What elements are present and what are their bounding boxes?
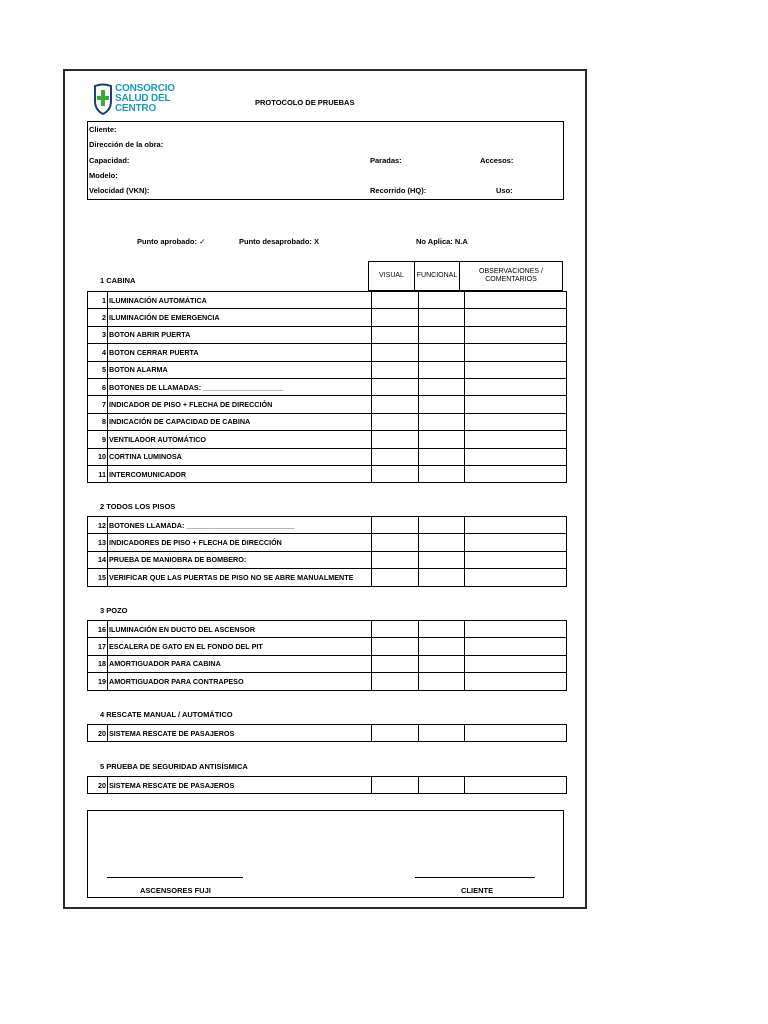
observaciones-cell[interactable] <box>465 431 567 448</box>
item-number: 11 <box>88 465 108 482</box>
table-row <box>88 569 567 586</box>
capacidad-label: Capacidad: <box>89 156 130 165</box>
table-row <box>88 344 567 361</box>
funcional-cell[interactable] <box>419 777 465 794</box>
observaciones-cell[interactable] <box>465 638 567 655</box>
funcional-cell[interactable] <box>419 292 465 309</box>
table-row <box>88 638 567 655</box>
visual-cell[interactable] <box>372 777 419 794</box>
observaciones-cell[interactable] <box>465 534 567 551</box>
funcional-cell[interactable] <box>419 448 465 465</box>
item-description: ILUMINACIÓN EN DUCTO DEL ASCENSOR <box>108 621 372 638</box>
item-number: 16 <box>88 621 108 638</box>
item-number: 17 <box>88 638 108 655</box>
item-number: 3 <box>88 326 108 343</box>
item-description: PRUEBA DE MANIOBRA DE BOMBERO: <box>108 551 372 568</box>
observaciones-cell[interactable] <box>465 326 567 343</box>
item-number: 20 <box>88 725 108 742</box>
legend-no-aplica: No Aplica: N.A <box>416 237 468 246</box>
item-description: AMORTIGUADOR PARA CABINA <box>108 655 372 672</box>
funcional-cell[interactable] <box>419 326 465 343</box>
visual-cell[interactable] <box>372 517 419 534</box>
observaciones-cell[interactable] <box>465 309 567 326</box>
visual-cell[interactable] <box>372 378 419 395</box>
table-row <box>88 413 567 430</box>
table-row <box>88 777 567 794</box>
signature-label-right: CLIENTE <box>461 886 494 895</box>
visual-cell[interactable] <box>372 638 419 655</box>
column-observaciones: OBSERVACIONES / COMENTARIOS <box>459 261 563 291</box>
checklist-table-cabina <box>87 291 567 483</box>
table-row <box>88 326 567 343</box>
item-number: 14 <box>88 551 108 568</box>
visual-cell[interactable] <box>372 292 419 309</box>
funcional-cell[interactable] <box>419 655 465 672</box>
funcional-cell[interactable] <box>419 534 465 551</box>
table-row <box>88 361 567 378</box>
direccion-label: Dirección de la obra: <box>89 140 164 149</box>
observaciones-cell[interactable] <box>465 396 567 413</box>
column-funcional: FUNCIONAL <box>414 261 460 291</box>
item-description: CORTINA LUMINOSA <box>108 448 372 465</box>
signature-box <box>87 810 564 898</box>
table-row <box>88 378 567 395</box>
signature-line-right[interactable] <box>415 877 535 878</box>
funcional-cell[interactable] <box>419 621 465 638</box>
observaciones-cell[interactable] <box>465 361 567 378</box>
visual-cell[interactable] <box>372 344 419 361</box>
observaciones-cell[interactable] <box>465 413 567 430</box>
section-title: 2 TODOS LOS PISOS <box>100 502 176 511</box>
table-row <box>88 534 567 551</box>
section-title: 3 POZO <box>100 606 128 615</box>
item-description: SISTEMA RESCATE DE PASAJEROS <box>108 725 372 742</box>
item-description: BOTON CERRAR PUERTA <box>108 344 372 361</box>
item-description: VERIFICAR QUE LAS PUERTAS DE PISO NO SE ABRE MANUALMENTE <box>108 569 372 586</box>
table-row <box>88 655 567 672</box>
visual-cell[interactable] <box>372 655 419 672</box>
observaciones-cell[interactable] <box>465 725 567 742</box>
observaciones-cell[interactable] <box>465 465 567 482</box>
table-row <box>88 517 567 534</box>
item-description: BOTON ALARMA <box>108 361 372 378</box>
visual-cell[interactable] <box>372 448 419 465</box>
observaciones-cell[interactable] <box>465 517 567 534</box>
funcional-cell[interactable] <box>419 551 465 568</box>
funcional-cell[interactable] <box>419 396 465 413</box>
table-row <box>88 396 567 413</box>
item-description: INTERCOMUNICADOR <box>108 465 372 482</box>
item-number: 9 <box>88 431 108 448</box>
item-number: 2 <box>88 309 108 326</box>
item-number: 5 <box>88 361 108 378</box>
funcional-cell[interactable] <box>419 673 465 690</box>
observaciones-cell[interactable] <box>465 448 567 465</box>
observaciones-cell[interactable] <box>465 621 567 638</box>
visual-cell[interactable] <box>372 534 419 551</box>
observaciones-cell[interactable] <box>465 551 567 568</box>
item-number: 12 <box>88 517 108 534</box>
table-row <box>88 673 567 690</box>
item-description: INDICACIÓN DE CAPACIDAD DE CABINA <box>108 413 372 430</box>
item-description: ILUMINACIÓN AUTOMÁTICA <box>108 292 372 309</box>
funcional-cell[interactable] <box>419 361 465 378</box>
item-description: ESCALERA DE GATO EN EL FONDO DEL PIT <box>108 638 372 655</box>
funcional-cell[interactable] <box>419 725 465 742</box>
visual-cell[interactable] <box>372 396 419 413</box>
visual-cell[interactable] <box>372 361 419 378</box>
funcional-cell[interactable] <box>419 378 465 395</box>
item-number: 8 <box>88 413 108 430</box>
checklist-table-antisismica <box>87 776 567 794</box>
observaciones-cell[interactable] <box>465 292 567 309</box>
item-description: INDICADORES DE PISO + FLECHA DE DIRECCIÓN <box>108 534 372 551</box>
table-row <box>88 621 567 638</box>
item-number: 4 <box>88 344 108 361</box>
visual-cell[interactable] <box>372 725 419 742</box>
observaciones-cell[interactable] <box>465 569 567 586</box>
table-row <box>88 448 567 465</box>
item-description: BOTONES LLAMADA: ___________________________ <box>108 517 372 534</box>
funcional-cell[interactable] <box>419 344 465 361</box>
logo <box>93 83 193 115</box>
column-visual: VISUAL <box>368 261 415 291</box>
observaciones-cell[interactable] <box>465 344 567 361</box>
funcional-cell[interactable] <box>419 413 465 430</box>
section-title: 1 CABINA <box>100 276 136 285</box>
visual-cell[interactable] <box>372 413 419 430</box>
visual-cell[interactable] <box>372 569 419 586</box>
visual-cell[interactable] <box>372 326 419 343</box>
item-number: 18 <box>88 655 108 672</box>
velocidad-label: Velocidad (VKN): <box>89 186 150 195</box>
project-info-box <box>87 121 564 200</box>
signature-label-left: ASCENSORES FUJI <box>140 886 211 895</box>
item-number: 20 <box>88 777 108 794</box>
funcional-cell[interactable] <box>419 569 465 586</box>
visual-cell[interactable] <box>372 621 419 638</box>
observaciones-cell[interactable] <box>465 378 567 395</box>
logo-shield-icon <box>93 83 113 115</box>
table-row <box>88 309 567 326</box>
table-row <box>88 551 567 568</box>
logo-text: CONSORCIO SALUD DEL CENTRO <box>115 83 175 114</box>
legend-aprobado: Punto aprobado: ✓ <box>137 237 206 246</box>
table-row <box>88 465 567 482</box>
signature-line-left[interactable] <box>107 877 243 878</box>
legend-desaprobado: Punto desaprobado: X <box>239 237 320 246</box>
funcional-cell[interactable] <box>419 638 465 655</box>
visual-cell[interactable] <box>372 551 419 568</box>
modelo-label: Modelo: <box>89 171 118 180</box>
table-row <box>88 431 567 448</box>
funcional-cell[interactable] <box>419 309 465 326</box>
funcional-cell[interactable] <box>419 465 465 482</box>
item-description: AMORTIGUADOR PARA CONTRAPESO <box>108 673 372 690</box>
uso-label: Uso: <box>496 186 513 195</box>
recorrido-label: Recorrido (HQ): <box>370 186 427 195</box>
section-title: 4 RESCATE MANUAL / AUTOMÁTICO <box>100 710 233 719</box>
document-title: PROTOCOLO DE PRUEBAS <box>255 98 355 107</box>
visual-cell[interactable] <box>372 309 419 326</box>
visual-cell[interactable] <box>372 431 419 448</box>
funcional-cell[interactable] <box>419 517 465 534</box>
paradas-label: Paradas: <box>370 156 402 165</box>
section-title: 5 PRUEBA DE SEGURIDAD ANTISÍSMICA <box>100 762 248 771</box>
cliente-label: Cliente: <box>89 125 117 134</box>
observaciones-cell[interactable] <box>465 655 567 672</box>
visual-cell[interactable] <box>372 465 419 482</box>
observaciones-cell[interactable] <box>465 777 567 794</box>
item-description: VENTILADOR AUTOMÁTICO <box>108 431 372 448</box>
item-description: ILUMINACIÓN DE EMERGENCIA <box>108 309 372 326</box>
item-number: 19 <box>88 673 108 690</box>
checklist-table-pozo <box>87 620 567 691</box>
item-number: 10 <box>88 448 108 465</box>
table-row <box>88 725 567 742</box>
visual-cell[interactable] <box>372 673 419 690</box>
funcional-cell[interactable] <box>419 431 465 448</box>
item-number: 1 <box>88 292 108 309</box>
checklist-table-rescate <box>87 724 567 742</box>
table-row <box>88 292 567 309</box>
accesos-label: Accesos: <box>480 156 514 165</box>
item-description: BOTONES DE LLAMADAS: ____________________ <box>108 378 372 395</box>
checklist-table-pisos <box>87 516 567 587</box>
item-description: BOTON ABRIR PUERTA <box>108 326 372 343</box>
observaciones-cell[interactable] <box>465 673 567 690</box>
item-description: SISTEMA RESCATE DE PASAJEROS <box>108 777 372 794</box>
item-description: INDICADOR DE PISO + FLECHA DE DIRECCIÓN <box>108 396 372 413</box>
protocol-sheet <box>63 69 587 909</box>
item-number: 13 <box>88 534 108 551</box>
item-number: 15 <box>88 569 108 586</box>
item-number: 6 <box>88 378 108 395</box>
item-number: 7 <box>88 396 108 413</box>
